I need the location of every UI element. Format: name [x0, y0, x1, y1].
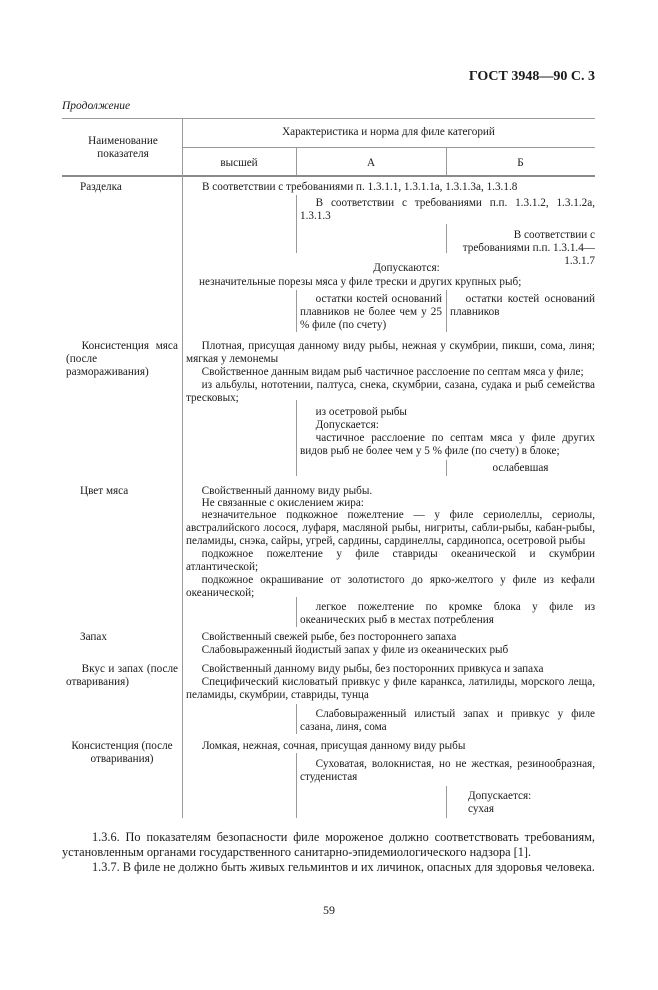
divider-b — [446, 224, 447, 253]
divider-a — [296, 290, 297, 332]
row-name-taste: Вкус и запах (после отваривания) — [66, 663, 178, 689]
razdelka-allowed-a: остатки костей оснований плавников не более чем у 25 % филе (по счету) — [300, 293, 442, 332]
divider-a — [296, 400, 297, 476]
table-subheader-border — [182, 147, 595, 148]
razdelka-allowed-title: Допускаются: — [373, 262, 440, 274]
consistency-thawed-b: ослабевшая — [492, 462, 549, 474]
clause-1-3-6 — [62, 830, 595, 860]
clause-1-3-6-text: 1.3.6. По показателям безопасности филе мороженое должно соответствовать требованиям, установленным органами государственного санитарно-эпидемиологического надзора [1]. — [62, 830, 595, 859]
row-name-consistency-thawed: Консистенция мяса (после размораживания) — [66, 340, 178, 379]
divider-a — [296, 195, 297, 253]
header-category-highest: высшей — [220, 157, 258, 169]
consistency-thawed-all-2: Свойственное данным видам рыб частичное расслоение по септам мяса у филе; — [201, 366, 584, 378]
clause-1-3-7-text: 1.3.7. В филе не должно быть живых гельминтов и их личинок, опасных для здоровья человека. — [92, 860, 595, 874]
smell-all-2: Слабовыраженный йодистый запах у филе из океанических рыб — [201, 644, 509, 656]
color-all-2: Не связанные с окислением жира: — [201, 497, 364, 509]
divider-b — [446, 786, 447, 818]
row-name-consistency-boiled: Консистенция (после отваривания) — [71, 740, 173, 766]
color-all-4: подкожное пожелтение у филе ставриды океанической и скумбрии атлантической; — [186, 548, 595, 574]
continuation-label: Продолжение — [62, 100, 131, 112]
consistency-boiled-a-b: Суховатая, волокнистая, но не жесткая, резинообразная, студенистая — [300, 758, 595, 784]
consistency-boiled-all: Ломкая, нежная, сочная, присущая данному виду рыбы — [202, 740, 466, 752]
consistency-boiled-b-1: Допускается: — [468, 790, 532, 802]
page-number: 59 — [323, 903, 335, 917]
taste-all-2: Специфический кисловатый привкус у филе каранкса, латилиды, морского леща, пеламиды, скумбрии, ставриды, тунца — [186, 676, 595, 702]
divider-b — [446, 290, 447, 332]
document-reference: ГОСТ 3948—90 С. 3 — [468, 69, 595, 84]
color-all-3: незначительное подкожное пожелтение — у филе сериолеллы, сериолы, австралийского лосося, луфаря, масляной рыбы, нигриты, сабли-рыбы, кабан-рыбы, пеламиды, снэка, сайры, угрей, сардины, сардинеллы, сардинопса, осетровой рыбы — [186, 509, 595, 548]
consistency-thawed-a-b-1: из осетровой рыбы — [315, 406, 407, 418]
consistency-thawed-all-1: Плотная, присущая данному виду рыбы, нежная у скумбрии, пикши, сома, линя; мягкая у лемонемы — [186, 340, 595, 366]
clause-1-3-7 — [62, 860, 595, 875]
row-name-color: Цвет мяса — [80, 485, 129, 497]
table-top-border — [62, 118, 595, 119]
razdelka-allowed-all: незначительные порезы мяса у филе трески и других крупных рыб; — [199, 276, 522, 288]
header-indicator-name: Наименование показателя — [88, 135, 158, 161]
razdelka-a-b: В соответствии с требованиями п.п. 1.3.1.2, 1.3.1.2а, 1.3.1.3 — [300, 197, 595, 223]
header-category-a: А — [366, 157, 376, 169]
taste-a-b: Слабовыраженный илистый запах и привкус у филе сазана, линя, сома — [300, 708, 595, 734]
razdelka-allowed-b: остатки костей оснований плавников — [450, 293, 595, 319]
header-category-group: Характеристика и норма для филе категорий — [282, 126, 495, 138]
header-category-b: Б — [517, 157, 524, 169]
column-divider-name — [182, 118, 183, 818]
color-all-5: подкожное окрашивание от золотистого до ярко-желтого у филе из кефали океанической; — [186, 574, 595, 600]
row-name-smell: Запах — [80, 631, 107, 643]
consistency-boiled-b-2: сухая — [468, 803, 494, 815]
consistency-thawed-all-3: из альбулы, нототении, палтуса, снека, скумбрии, сазана, судака и рыб семейства тресковых; — [186, 379, 595, 405]
divider-a — [296, 704, 297, 734]
razdelka-b: В соответствии с требованиями п.п. 1.3.1.4—1.3.1.7 — [462, 229, 595, 268]
consistency-thawed-a-b-3: частичное расслоение по септам мяса у филе других видов рыб не более чем у 5 % филе (по счету) в блоке; — [300, 432, 595, 458]
row-name-razdelka: Разделка — [80, 181, 122, 193]
color-all-1: Свойственный данному виду рыбы. — [201, 485, 373, 497]
taste-all-1: Свойственный данному виду рыбы, без посторонних привкуса и запаха — [201, 663, 544, 675]
consistency-thawed-a-b-2: Допускается: — [315, 419, 379, 431]
table-header-bottom-border — [62, 175, 595, 177]
razdelka-all: В соответствии с требованиями п. 1.3.1.1, 1.3.1.1а, 1.3.1.3а, 1.3.1.8 — [202, 181, 518, 193]
color-a-b: легкое пожелтение по кромке блока у филе из океанических рыб в местах потребления — [300, 601, 595, 627]
divider-a — [296, 597, 297, 627]
smell-all-1: Свойственный свежей рыбе, без постороннего запаха — [201, 631, 457, 643]
divider-a — [296, 753, 297, 818]
